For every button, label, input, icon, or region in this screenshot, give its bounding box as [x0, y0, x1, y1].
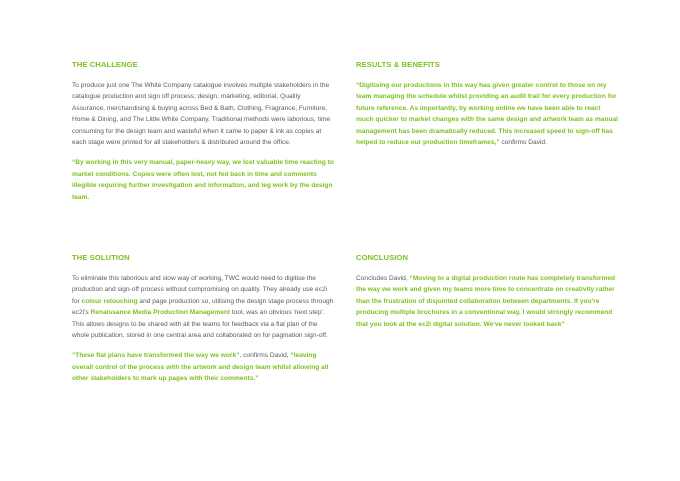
solution-body-text-3: tool, was an obvious 'next step'. This allows designs to be shared with all the teams for feedback via a flat plan of the whole publication, stored in one central area and collaborated on for pagination sign-off.	[72, 309, 328, 340]
conclusion-heading: CONCLUSION	[356, 253, 409, 262]
solution-body-text-2: and page production so, utilising the design stage process through ec2i's	[72, 297, 334, 317]
solution-quote-1: “These flat plans have transformed the way we work”	[72, 352, 240, 360]
results-quote: “Digitising our productions in this way has given greater control to those on my team managing the schedule whilst providing an audit trail for every production for future reference. As importantly, by working online we have been able to react much quicker to market changes with the same design and artwork team as manual management has been dramatically reduced. This increased speed to sign-off has helped to reduce our production timeframes,”	[356, 82, 618, 147]
results-attribution: confirms David.	[499, 139, 547, 147]
challenge-heading: THE CHALLENGE	[72, 60, 138, 69]
colour-retouching-link[interactable]: colour retouching	[81, 297, 138, 305]
results-heading: RESULTS & BENEFITS	[356, 60, 440, 69]
solution-body	[72, 273, 334, 341]
challenge-body: To produce just one The White Company catalogue involves multiple stakeholders in the catalogue production and sign off process; design, marketing, editorial, Quality Assurance, merchandising & buying across Bed & Bath, Clothing, Fragrance, Furniture, Home & Dining, and The Little White Company. Traditional methods were laborious, time consuming for the design team and wasteful when it came to paper & ink as copies at each stage were printed for all stakeholders & distributed around the office.	[72, 82, 331, 147]
results-body	[356, 80, 618, 148]
conclusion-quote: “Moving to a digital production route has completely transformed the way we work and given my teams more time to concentrate on creativity rather than the frustration of disjointed collaboration between departments. If you're producing multiple brochures in a conventional way, I would strongly recommend that you look at the ec2i digital solution. We've never looked back”	[356, 275, 616, 328]
solution-section	[72, 253, 334, 394]
conclusion-body	[356, 273, 618, 330]
conclusion-section	[356, 253, 618, 339]
solution-body-text-1: To eliminate this laborious and slow way of working, TWC would need to digitise the production and sign-off process without compromising on quality. They already use ec2i for	[72, 275, 328, 305]
challenge-section	[72, 60, 334, 212]
challenge-quote: “By working in this very manual, paper-heavy way, we lost valuable time reacting to market conditions. Copies were often lost, not fed back in time and comments illegible requiring further investigation and information, and leg work by the design team.	[72, 159, 334, 201]
renaissance-media-link[interactable]: Renaissance Media Production Management	[90, 309, 231, 317]
solution-heading: THE SOLUTION	[72, 253, 130, 262]
solution-quote-2: “leaving overall control of the process with the artwork and design team whilst allowing all other stakeholders to mark up pages with their comments.”	[72, 352, 329, 383]
conclusion-intro: Concludes David,	[356, 275, 410, 282]
results-section	[356, 60, 618, 157]
solution-confirms: , confirms David,	[239, 352, 289, 360]
solution-quote	[72, 350, 334, 384]
